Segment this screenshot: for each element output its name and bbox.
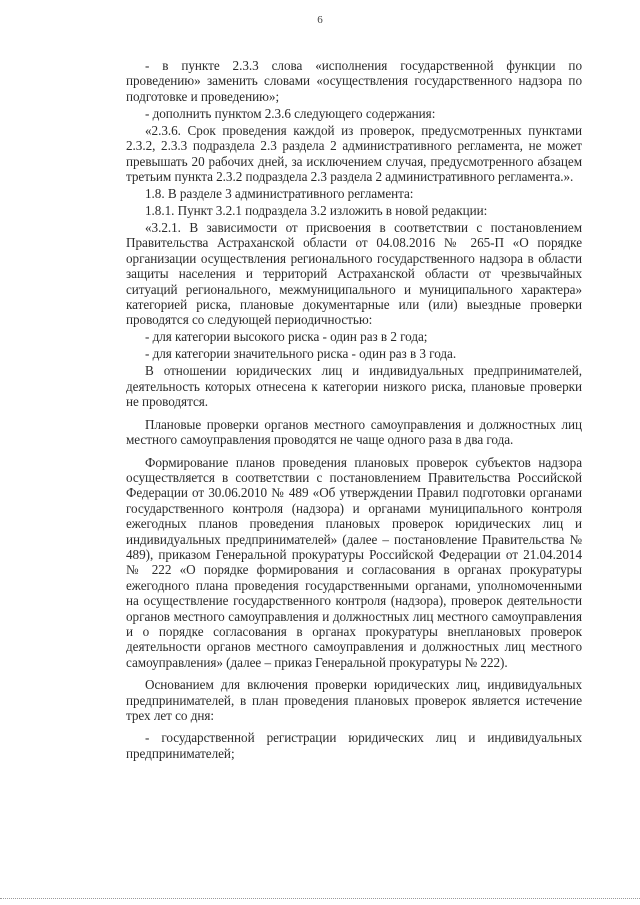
list-item-significant-risk: - для категории значительного риска - один раз в 3 года. (145, 346, 457, 362)
paragraph-plan-formation: Формирование планов проведения плановых проверок субъектов надзора осуществляется в соответствии с постановлением Правительства Российской Федерации от 30.06.2010 № 489 «Об утверждении Правил подготовки органами государственного контроля (надзора) и органами муниципального контроля ежегодных планов проведения плановых проверок юридических лиц и индивидуальных предпринимателей» (далее – постановление Правительства № 489), приказом Генеральной прокуратуры Российской Федерации от 21.04.2014 № 222 «О порядке формирования и согласования в органах прокуратуры ежегодного плана проведения государственными органами, уполномоченными на осуществление государственного контроля (надзора), проверок деятельности органов местного самоуправления и должностных лиц местного самоуправления и о порядке согласования в органах прокуратуры внеплановых проверок деятельности органов местного самоуправления и должностных лиц местного самоуправления» (далее – приказ Генеральной прокуратуры № 222). (126, 454, 582, 670)
list-item-state-registration: - государственной регистрации юридических лиц и индивидуальных предпринимателей; (126, 730, 582, 761)
paragraph-1-8: 1.8. В разделе 3 административного регламента: (145, 186, 414, 202)
paragraph-2-3-6-text: «2.3.6. Срок проведения каждой из проверок, предусмотренных пунктами 2.3.2, 2.3.3 подраздела 2.3 раздела 2 административного регламента, не может превышать 20 рабочих дней, за исключением случая, предусмотренного абзацем третьим пункта 2.3.2 подраздела 2.3 раздела 2 административного регламента.». (126, 122, 582, 185)
page-number: 6 (317, 14, 323, 26)
paragraph-low-risk: В отношении юридических лиц и индивидуальных предпринимателей, деятельность которых отнесена к категории низкого риска, плановые проверки не проводятся. (126, 363, 582, 410)
paragraph-local-government-checks: Плановые проверки органов местного самоуправления и должностных лиц местного самоуправления проводятся не чаще одного раза в два года. (126, 416, 582, 448)
paragraph-item-2-3-3: - в пункте 2.3.3 слова «исполнения государственной функции по проведению» заменить словами «осуществления государственного надзора по подготовке и проведению»; (126, 58, 582, 104)
document-body (126, 58, 582, 763)
paragraph-3-2-1-text: «3.2.1. В зависимости от присвоения в соответствии с постановлением Правительства Астраханской области от 04.08.2016 № 265-П «О порядке организации осуществления регионального государственного надзора в области защиты населения и территорий Астраханской области от чрезвычайных ситуаций регионального, межмуниципального и муниципального характера» категорией риска, плановые документарные или (или) выездные проверки проводятся со следующей периодичностью: (126, 220, 582, 328)
paragraph-1-8-1: 1.8.1. Пункт 3.2.1 подраздела 3.2 изложить в новой редакции: (145, 203, 488, 219)
paragraph-add-2-3-6: - дополнить пунктом 2.3.6 следующего содержания: (145, 105, 436, 121)
list-item-high-risk: - для категории высокого риска - один раз в 2 года; (145, 329, 428, 345)
paragraph-inclusion-basis: Основанием для включения проверки юридических лиц, индивидуальных предпринимателей, в план проведения плановых проверок является истечение трех лет со дня: (126, 677, 582, 723)
page-bottom-edge (0, 898, 640, 899)
